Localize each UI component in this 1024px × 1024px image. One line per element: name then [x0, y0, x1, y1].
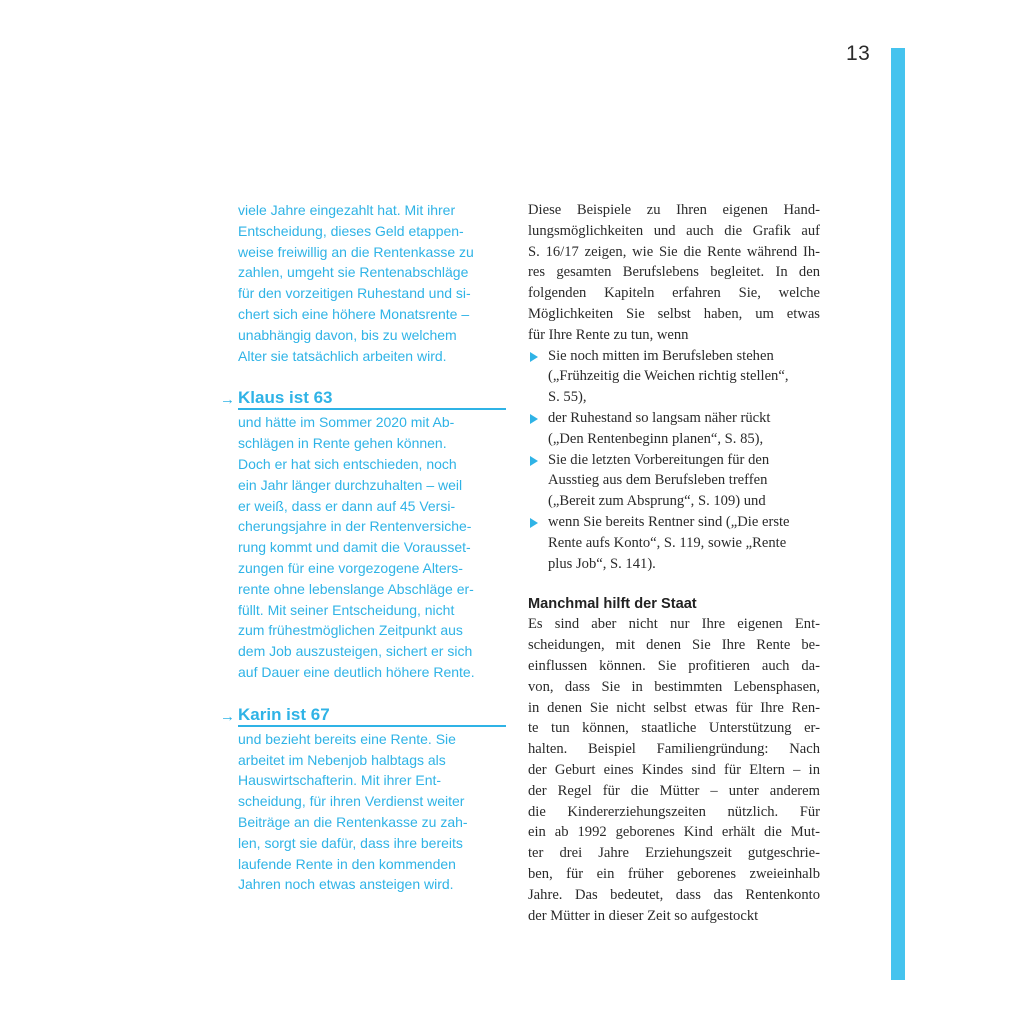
text-line: folgenden Kapiteln erfahren Sie, welche [528, 285, 820, 302]
left-column [220, 200, 512, 895]
text-line: füllt. Mit seiner Entscheidung, nicht [238, 601, 455, 618]
text-line: der Mütter in dieser Zeit so aufgestockt [528, 907, 759, 924]
text-line: Es sind aber nicht nur Ihre eigenen Ent- [528, 616, 820, 633]
text-line: plus Job“, S. 141). [548, 555, 656, 572]
page-number: 13 [846, 42, 871, 65]
case-body [238, 412, 512, 682]
text-line: rung kommt und damit die Vorausset- [238, 539, 471, 556]
bullet-item [528, 512, 820, 574]
text-line: Sie noch mitten im Berufsleben stehen [548, 347, 774, 364]
paragraph-intro [528, 200, 820, 346]
text-line: Ausstieg aus dem Berufsleben treffen [548, 472, 768, 489]
arrow-right-icon: → [220, 707, 235, 725]
text-line: schlägen in Rente gehen können. [238, 435, 447, 452]
triangle-bullet-icon [530, 352, 538, 362]
text-line: scheidungen, mit denen Sie Ihre Rente be- [528, 637, 820, 654]
text-line: der Geburt eines Kindes sind für Eltern – in [528, 761, 820, 778]
text-line: Möglichkeiten Sie selbst haben, um etwas [528, 305, 820, 322]
text-line: S. 55), [548, 389, 587, 406]
bullet-list [528, 346, 820, 575]
text-line: in denen Sie nicht selbst etwas für Ihre Ren- [528, 699, 820, 716]
text-line: für den vorzeitigen Ruhestand und si- [238, 285, 471, 302]
text-line: für Ihre Rente zu tun, wenn [528, 326, 689, 343]
text-line: der Ruhestand so langsam näher rückt [548, 409, 771, 426]
text-line: laufende Rente in den kommenden [238, 855, 456, 872]
case-heading [220, 388, 512, 410]
case-body [238, 729, 512, 895]
text-line: Doch er hat sich entschieden, noch [238, 455, 457, 472]
text-line: er weiß, dass er dann auf 45 Versi- [238, 497, 456, 514]
bullet-item [528, 450, 820, 512]
text-line: Hauswirtschafterin. Mit ihrer Ent- [238, 772, 442, 789]
text-line: Jahre. Das bedeutet, dass das Rentenkonto [528, 886, 820, 903]
case-klaus [220, 388, 512, 682]
bullet-item [528, 408, 820, 450]
text-line: Entscheidung, dieses Geld etappen- [238, 222, 464, 239]
text-line: einflussen können. Sie profitieren auch da- [528, 657, 820, 674]
intro-paragraph [238, 200, 512, 366]
text-line: rente ohne lebenslange Abschläge er- [238, 580, 474, 597]
text-line: Rente aufs Konto“, S. 119, sowie „Rente [548, 534, 787, 551]
text-line: Alter sie tatsächlich arbeiten wird. [238, 347, 447, 364]
case-title: Klaus ist 63 [238, 388, 506, 410]
bullet-item [528, 346, 820, 408]
paragraph-staat [528, 614, 820, 926]
text-line: („Frühzeitig die Weichen richtig stellen“, [548, 368, 789, 385]
text-line: halten. Beispiel Familiengründung: Nach [528, 741, 820, 758]
text-line: und hätte im Sommer 2020 mit Ab- [238, 414, 455, 431]
triangle-bullet-icon [530, 456, 538, 466]
text-line: („Bereit zum Absprung“, S. 109) und [548, 493, 766, 510]
text-line: zahlen, umgeht sie Rentenabschläge [238, 264, 469, 281]
text-line: der Regel für die Mütter – unter anderem [528, 782, 820, 799]
text-line: von, dass Sie in bestimmten Lebensphasen, [528, 678, 820, 695]
case-heading [220, 705, 512, 727]
case-title: Karin ist 67 [238, 705, 506, 727]
text-line: res gesamten Berufslebens begleitet. In den [528, 264, 820, 281]
text-line: ein ab 1992 geborenes Kind erhält die Mut- [528, 824, 820, 841]
text-line: wenn Sie bereits Rentner sind („Die erste [548, 513, 790, 530]
text-line: te tun können, staatliche Unterstützung er- [528, 720, 820, 737]
right-column [528, 200, 820, 926]
text-line: scheidung, für ihren Verdienst weiter [238, 793, 465, 810]
text-line: lungsmöglichkeiten und auch die Grafik auf [528, 222, 820, 239]
text-line: Sie die letzten Vorbereitungen für den [548, 451, 770, 468]
chapter-edge-bar [891, 48, 905, 980]
triangle-bullet-icon [530, 414, 538, 424]
text-line: Jahren noch etwas ansteigen wird. [238, 876, 454, 893]
text-line: cherungsjahre in der Rentenversiche- [238, 518, 472, 535]
text-line: ein Jahr länger durchzuhalten – weil [238, 476, 463, 493]
triangle-bullet-icon [530, 518, 538, 528]
text-line: viele Jahre eingezahlt hat. Mit ihrer [238, 202, 456, 218]
text-line: auf Dauer eine deutlich höhere Rente. [238, 663, 475, 680]
case-karin [220, 705, 512, 895]
text-line: zungen für eine vorgezogene Alters- [238, 559, 463, 576]
text-line: dem Job auszusteigen, sichert er sich [238, 643, 473, 660]
text-line: ben, für ein früher geborenes zweieinhalb [528, 865, 820, 882]
text-line: Diese Beispiele zu Ihren eigenen Hand- [528, 202, 820, 218]
text-line: die Kindererziehungszeiten nützlich. Für [528, 803, 820, 820]
text-line: unabhängig davon, bis zu welchem [238, 326, 457, 343]
arrow-right-icon: → [220, 391, 235, 409]
text-line: S. 16/17 zeigen, wie Sie die Rente während Ih- [528, 243, 820, 260]
text-line: und bezieht bereits eine Rente. Sie [238, 730, 456, 747]
text-line: Beiträge an die Rentenkasse zu zah- [238, 813, 468, 830]
text-line: chert sich eine höhere Monatsrente – [238, 305, 470, 322]
text-line: weise freiwillig an die Rentenkasse zu [238, 243, 474, 260]
text-line: zum frühestmöglichen Zeitpunkt aus [238, 622, 463, 639]
text-line: ter drei Jahre Erziehungszeit gutgeschrie- [528, 845, 820, 862]
text-line: arbeitet im Nebenjob halbtags als [238, 751, 446, 768]
text-line: („Den Rentenbeginn planen“, S. 85), [548, 430, 764, 447]
text-line: len, sorgt sie dafür, dass ihre bereits [238, 834, 463, 851]
subheading: Manchmal hilft der Staat [528, 596, 697, 613]
